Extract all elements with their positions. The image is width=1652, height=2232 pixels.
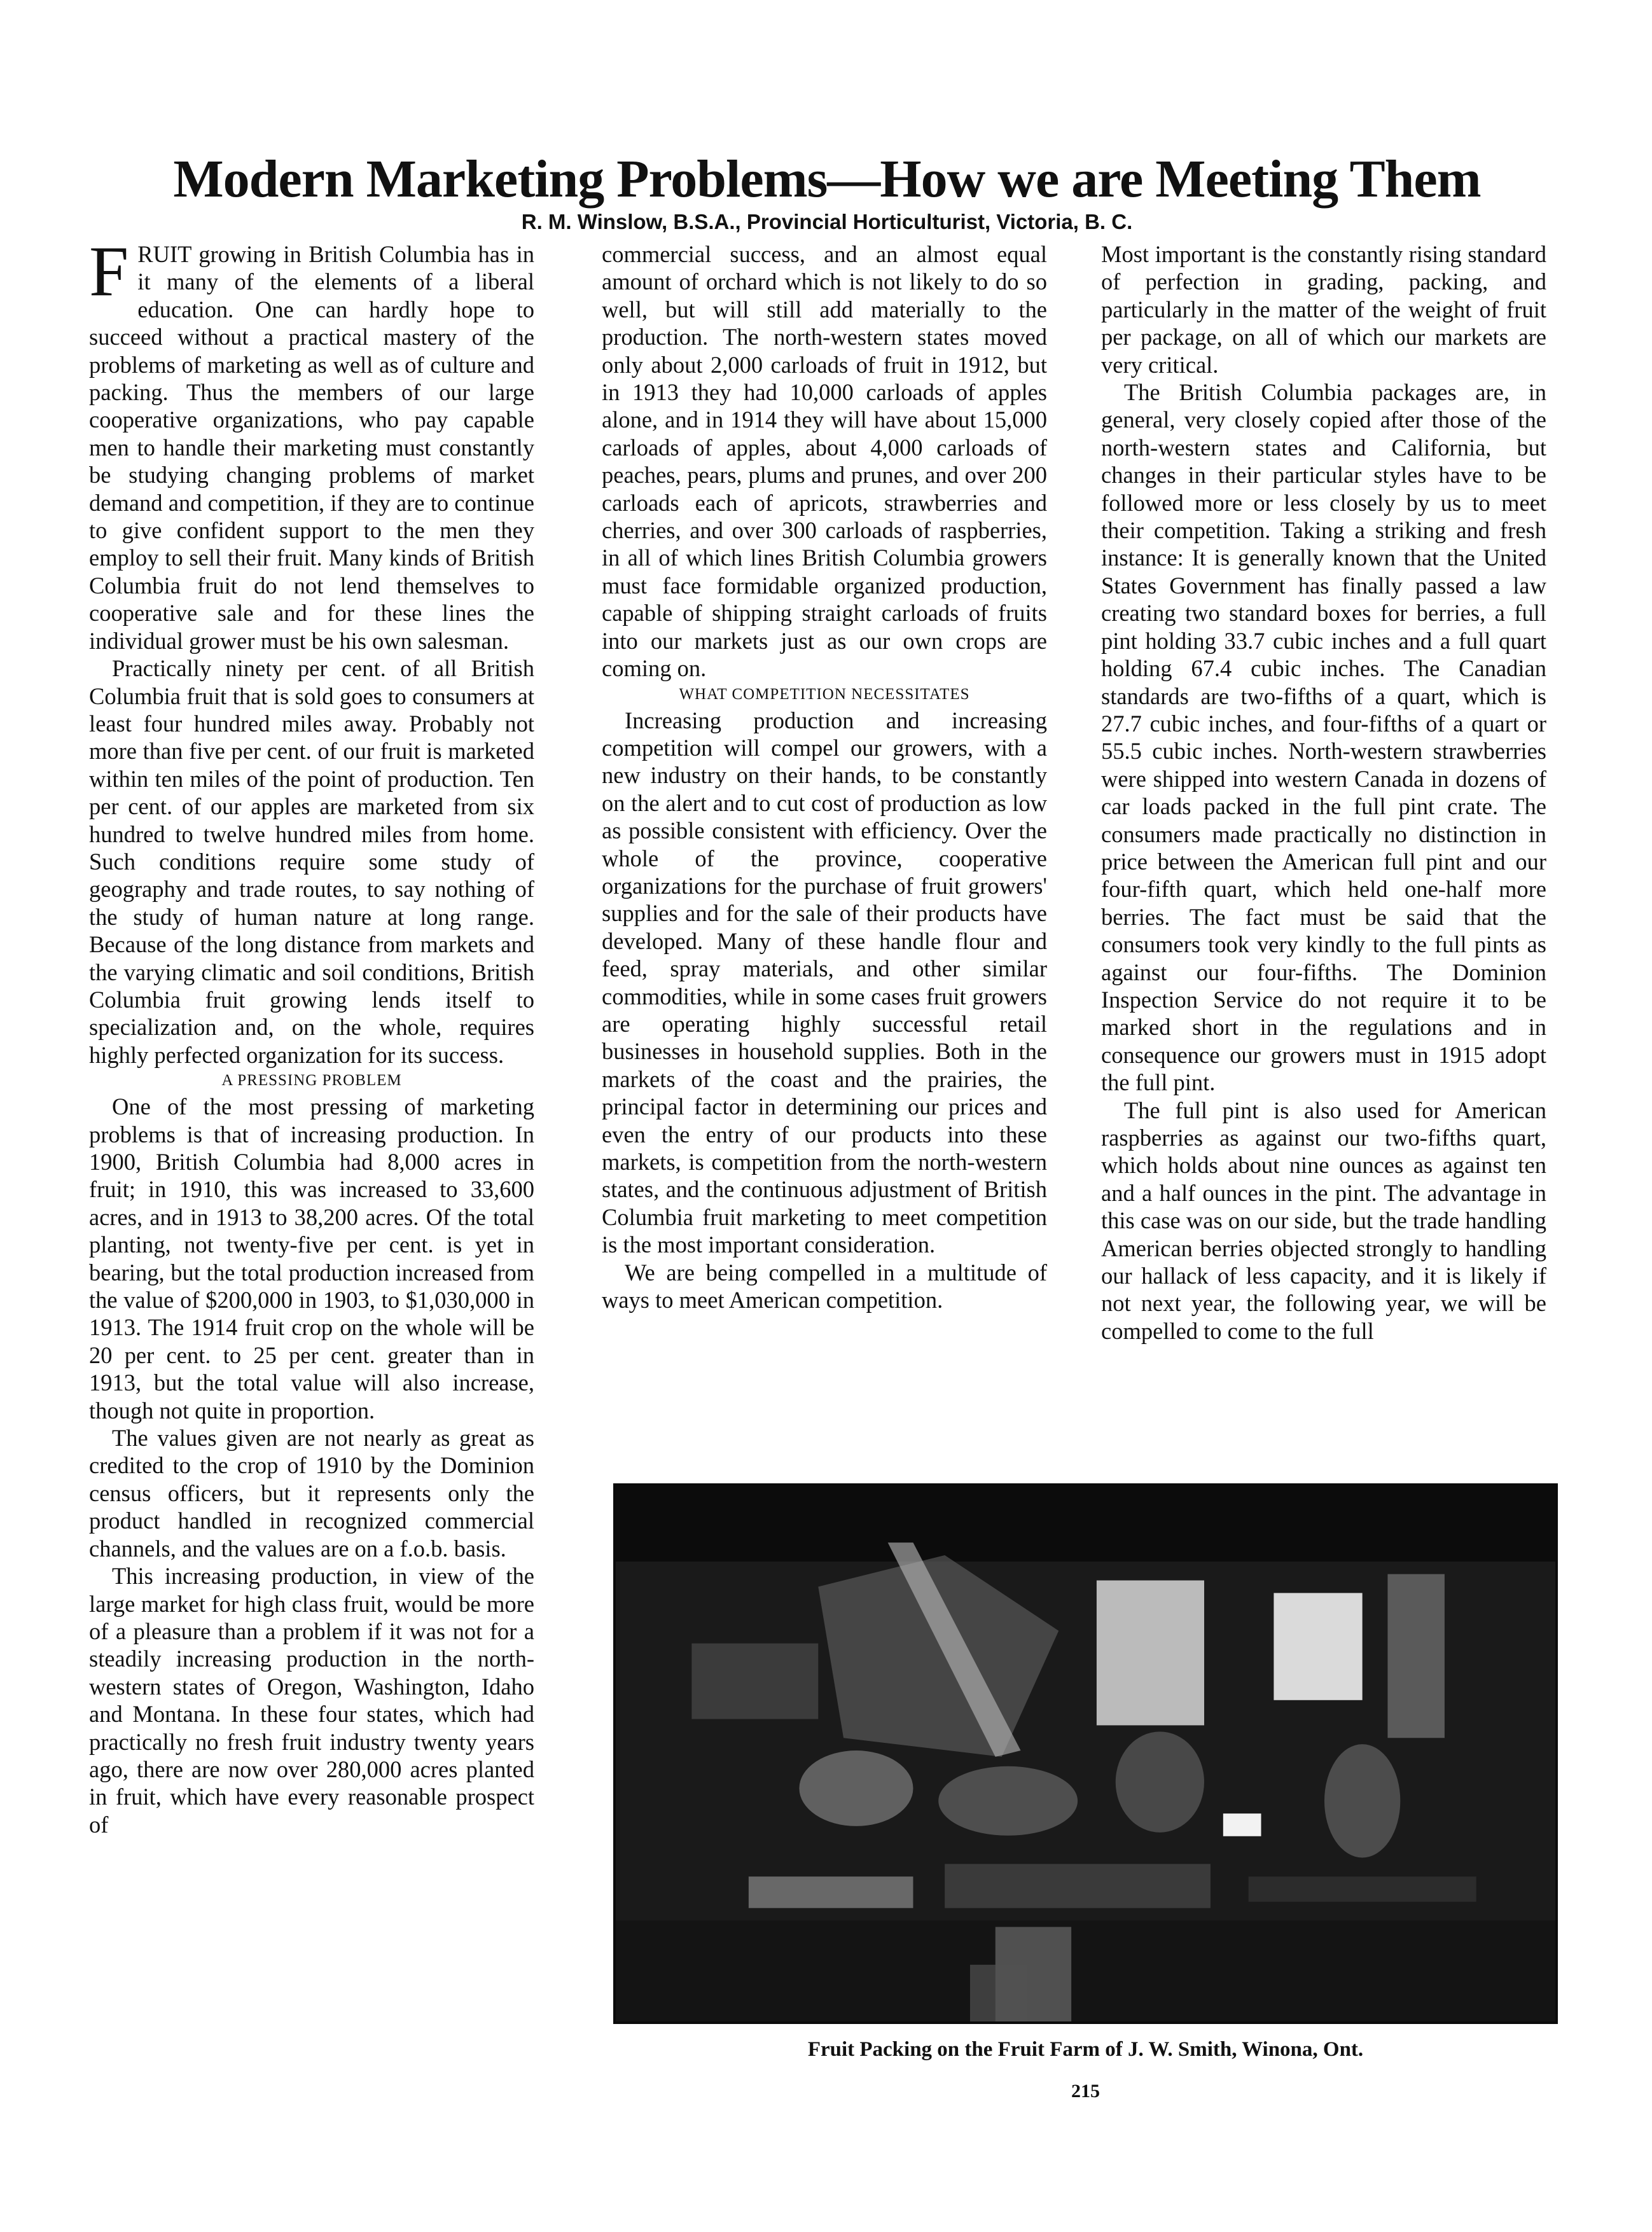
- text-column-3: [1101, 240, 1546, 1462]
- paragraph-text: Most important is the constantly rising standard of perfection in grading, packing, and particularly in the matter of the weight of fruit per package, on all of which our markets are very critical.: [1101, 241, 1546, 378]
- body-paragraph: [1101, 240, 1546, 378]
- paragraph-text: The values given are not nearly as great as credited to the crop of 1910 by the Dominion census officers, but it represents only the product handled in recognized commercial channels, and the values are on a f.o.b. basis.: [89, 1425, 534, 1562]
- photo-caption: Fruit Packing on the Fruit Farm of J. W. Smith, Winona, Ont.: [807, 2038, 1364, 2061]
- text-column-2: [602, 240, 1047, 1462]
- body-paragraph: [602, 240, 1047, 683]
- drop-cap: F: [89, 232, 129, 311]
- packing-house-photo: [613, 1483, 1558, 2024]
- text-column-1: [89, 232, 534, 1838]
- body-paragraph: [89, 655, 534, 1069]
- paragraph-text: The British Columbia packages are, in general, very closely copied after those of the north-western states and California, but changes in their particular styles have to be followed more or less closely by us to meet their competition. Taking a striking and fresh instance: It is generally known that the United States Government has finally passed a law creating two standard boxes for berries, a full pint holding 33.7 cubic inches and a full quart holding 67.4 cubic inches. The Canadian standards are two-fifths of a quart, which is 27.7 cubic inches, and four-fifths of a quart or 55.5 cubic inches. North-western strawberries were shipped into western Canada in dozens of car loads packed in the full pint crate. The consumers made practically no distinction in price between the American full pint and our four-fifth quart, which held one-half more berries. The fact must be said that the consumers took very kindly to the full pints as against our four-fifths. The Dominion Inspection Service do not require it to be marked short in the regulations and in consequence our growers must in 1915 adopt the full pint.: [1101, 379, 1546, 1096]
- body-paragraph: [1101, 378, 1546, 1097]
- body-paragraph: [1101, 1097, 1546, 1345]
- paragraph-text: We are being compelled in a multitude of ways to meet American competition.: [602, 1259, 1047, 1314]
- article-title: Modern Marketing Problems—How we are Meeting Them: [173, 149, 1481, 209]
- paragraph-text: This increasing production, in view of the large market for high class fruit, would be more of a pleasure than a problem if it was not for a steadily increasing production in the north-western states of Oregon, Washington, Idaho and Montana. In these four states, which had practically no fresh fruit industry twenty years ago, there are now over 280,000 acres planted in fruit, which have every reasonable prospect of: [89, 1563, 534, 1838]
- page-number: 215: [1071, 2081, 1100, 2102]
- body-paragraph: [89, 1562, 534, 1838]
- paragraph-text: The full pint is also used for American raspberries as against our two-fifths quart, which holds about nine ounces as against ten and a half ounces in the pint. The advantage in this case was on our side, but the trade handling American berries objected strongly to handling our hallack of less capacity, and it is likely if not next year, the following year, we will be compelled to come to the full: [1101, 1097, 1546, 1344]
- section-subhead: WHAT COMPETITION NECESSITATES: [679, 685, 970, 703]
- paragraph-text: Increasing production and increasing competition will compel our growers, with a new industry on their hands, to be constantly on the alert and to cut cost of production as low as possible consistent with efficiency. Over the whole of the province, cooperative organizations for the purchase of fruit growers' supplies and for the sale of their products have developed. Many of these handle flour and feed, spray materials, and other similar commodities, while in some cases fruit growers are operating highly successful retail businesses in household supplies. Both in the markets of the coast and the prairies, the principal factor in determining our prices and even the entry of our products into these markets, is competition from the north-western states, and the continuous adjustment of British Columbia fruit marketing to meet competition is the most important consideration.: [602, 707, 1047, 1258]
- body-paragraph: [602, 1259, 1047, 1314]
- photo-halftone: [616, 1486, 1555, 2021]
- body-paragraph: [89, 1424, 534, 1562]
- body-paragraph: [602, 707, 1047, 1259]
- article-byline: R. M. Winslow, B.S.A., Provincial Horticulturist, Victoria, B. C.: [521, 210, 1133, 233]
- body-paragraph: [89, 232, 534, 655]
- section-subhead: A PRESSING PROBLEM: [221, 1072, 402, 1090]
- paragraph-text: RUIT growing in British Columbia has in it many of the elements of a liberal education. One can hardly hope to succeed without a practical mastery of the problems of marketing as well as of culture and packing. Thus the members of our large cooperative organizations, who pay capable men to handle their marketing must constantly be studying changing problems of market demand and competition, if they are to continue to give confident support to the men they employ to sell their fruit. Many kinds of British Columbia fruit do not lend themselves to cooperative sale and for these lines the individual grower must be his own salesman.: [89, 241, 534, 654]
- paragraph-text: One of the most pressing of marketing problems is that of increasing production. In 1900, British Columbia had 8,000 acres in fruit; in 1910, this was increased to 33,600 acres, and in 1913 to 38,200 acres. Of the total planting, not twenty-five per cent. is yet in bearing, but the total production increased from the value of $200,000 in 1903, to $1,030,000 in 1913. The 1914 fruit crop on the whole will be 20 per cent. to 25 per cent. greater than in 1913, but the total value will also increase, though not quite in proportion.: [89, 1093, 534, 1424]
- paragraph-text: commercial success, and an almost equal amount of orchard which is not likely to do so well, but will still add materially to the production. The north-western states moved only about 2,000 carloads of fruit in 1912, but in 1913 they had 10,000 carloads of apples alone, and in 1914 they will have about 15,000 carloads of apples, about 4,000 carloads of peaches, pears, plums and prunes, and over 200 carloads each of apricots, strawberries and cherries, and over 300 carloads of raspberries, in all of which lines British Columbia growers must face formidable organized production, capable of shipping straight carloads of fruits into our markets just as our own crops are coming on.: [602, 241, 1047, 682]
- body-paragraph: [89, 1093, 534, 1424]
- paragraph-text: Practically ninety per cent. of all British Columbia fruit that is sold goes to consumers at least four hundred miles away. Probably not more than five per cent. of our fruit is marketed within ten miles of the point of production. Ten per cent. of our apples are marketed from six hundred to twelve hundred miles from home. Such conditions require some study of geography and trade routes, to say nothing of the study of human nature at long range. Because of the long distance from markets and the varying climatic and soil conditions, British Columbia fruit growing lends itself to specialization and, on the whole, requires highly perfected organization for its success.: [89, 655, 534, 1068]
